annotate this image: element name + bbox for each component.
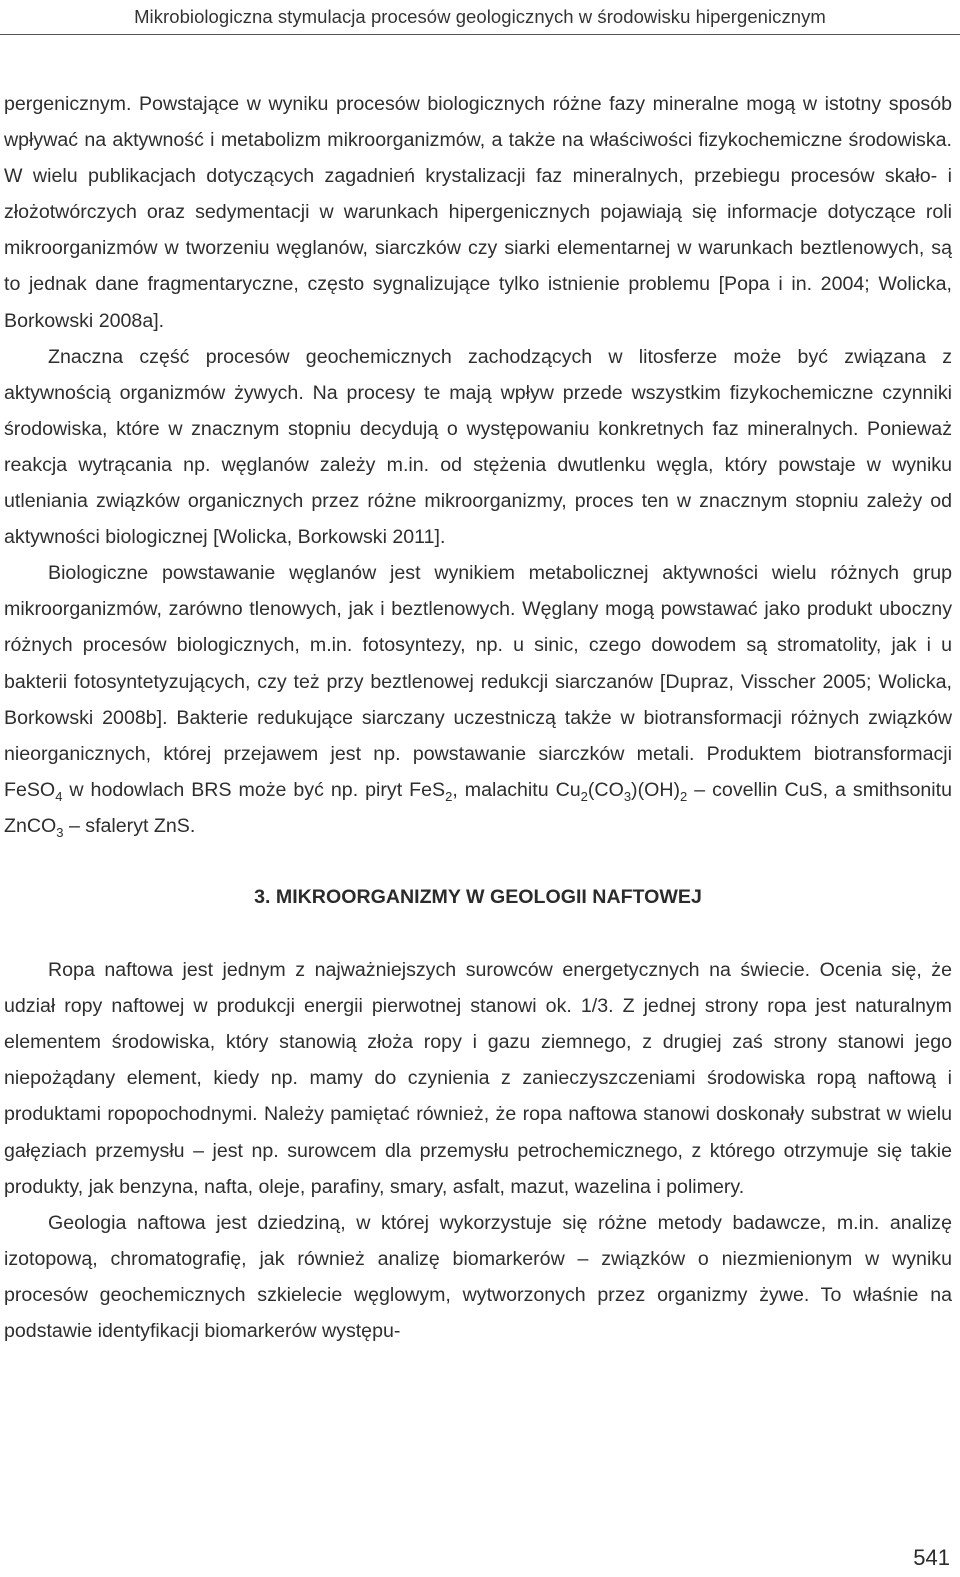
paragraph-crude-oil: Ropa naftowa jest jednym z najważniejszych surowców energetycznych na świecie. Ocenia się, że udział ropy naftowej w produkcji energii pierwotnej stanowi ok. 1/3. Z jednej strony ropa jest naturalnym elementem środowiska, który stanowią złoża ropy i gazu ziemnego, z drugiej zaś strony stanowi jego niepożądany element, kiedy np. mamy do czynienia z zanieczyszczeniami środowiska ropą naftową i produktami ropopochodnymi. Należy pamiętać również, że ropa naftowa stanowi doskonały substrat w wielu gałęziach przemysłu – jest np. surowcem dla przemysłu petrochemicznego, z którego otrzymuje się takie produkty, jak benzyna, nafta, oleje, parafiny, smary, asfalt, mazut, wazelina i polimery.: [4, 959, 952, 1198]
paragraph-carbonate-formation: Biologiczne powstawanie węglanów jest wynikiem metabolicznej aktywności wielu różnych grup mikroorganizmów, zarówno tlenowych, jak i beztlenowych. Węglany mogą powstawać jako produkt uboczny różnych procesów biologicznych, m.in. fotosyntezy, np. u sinic, czego dowodem są stromatolity, jak i u bakterii fotosyntetyzujących, czy też przy beztlenowej redukcji siarczanów [Dupraz, Visscher 2005; Wolicka, Borkowski 2008b]. Bakterie redukujące siarczany uczestniczą także w biotransformacji różnych związków nieorganicznych, której przejawem jest np. powstawanie siarczków metali. Produktem biotransformacji FeSO$_4$ w hodowlach BRS może być np. piryt FeS$_2$, malachitu $Cu_2(CO_3)(OH)_2$ – covellin CuS, a smithsonitu ZnCO$_3$ – sfaleryt ZnS.: [4, 562, 953, 840]
main-text: [4, 86, 952, 1349]
running-header: [0, 0, 960, 35]
paragraph-geochemical-processes: Znaczna część procesów geochemicznych zachodzących w litosferze może być związana z aktywnością organizmów żywych. Na procesy te mają wpływ przede wszystkim fizykochemiczne czynniki środowiska, które w znacznym stopniu decydują o występowaniu konkretnych faz mineralnych. Ponieważ reakcja wytrącania np. węglanów zależy m.in. od stężenia dwutlenku węgla, który powstaje w wyniku utleniania związków organicznych przez różne mikroorganizmy, proces ten w znacznym stopniu zależy od aktywności biologicznej [Wolicka, Borkowski 2011].: [4, 345, 952, 549]
page-number: 541: [913, 1545, 950, 1570]
section-heading: 3. MIKROORGANIZMY W GEOLOGII NAFTOWEJ: [254, 885, 702, 908]
running-title: Mikrobiologiczna stymulacja procesów geologicznych w środowisku hipergenicznym: [134, 6, 826, 27]
paragraph-petroleum-geology: Geologia naftowa jest dziedziną, w której wykorzystuje się różne metody badawcze, m.in. analizę izotopową, chromatografię, jak również analizę biomarkerów – związków o niezmienionym w wyniku procesów geochemicznych szkielecie węglowym, wytworzonych przez organizmy żywe. To właśnie na podstawie identyfikacji biomarkerów występu-: [4, 1211, 952, 1342]
paragraph-continuation: pergenicznym. Powstające w wyniku procesów biologicznych różne fazy mineralne mogą w istotny sposób wpływać na aktywność i metabolizm mikroorganizmów, a także na właściwości fizykochemiczne środowiska. W wielu publikacjach dotyczących zagadnień krystalizacji faz mineralnych, przebiegu procesów skało- i złożotwórczych oraz sedymentacji w warunkach hipergenicznych pojawiają się informacje dotyczące roli mikroorganizmów w tworzeniu węglanów, siarczków czy siarki elementarnej w warunkach beztlenowych, są to jednak dane fragmentaryczne, często sygnalizujące tylko istnienie problemu [Popa i in. 2004; Wolicka, Borkowski 2008a].: [4, 93, 952, 332]
